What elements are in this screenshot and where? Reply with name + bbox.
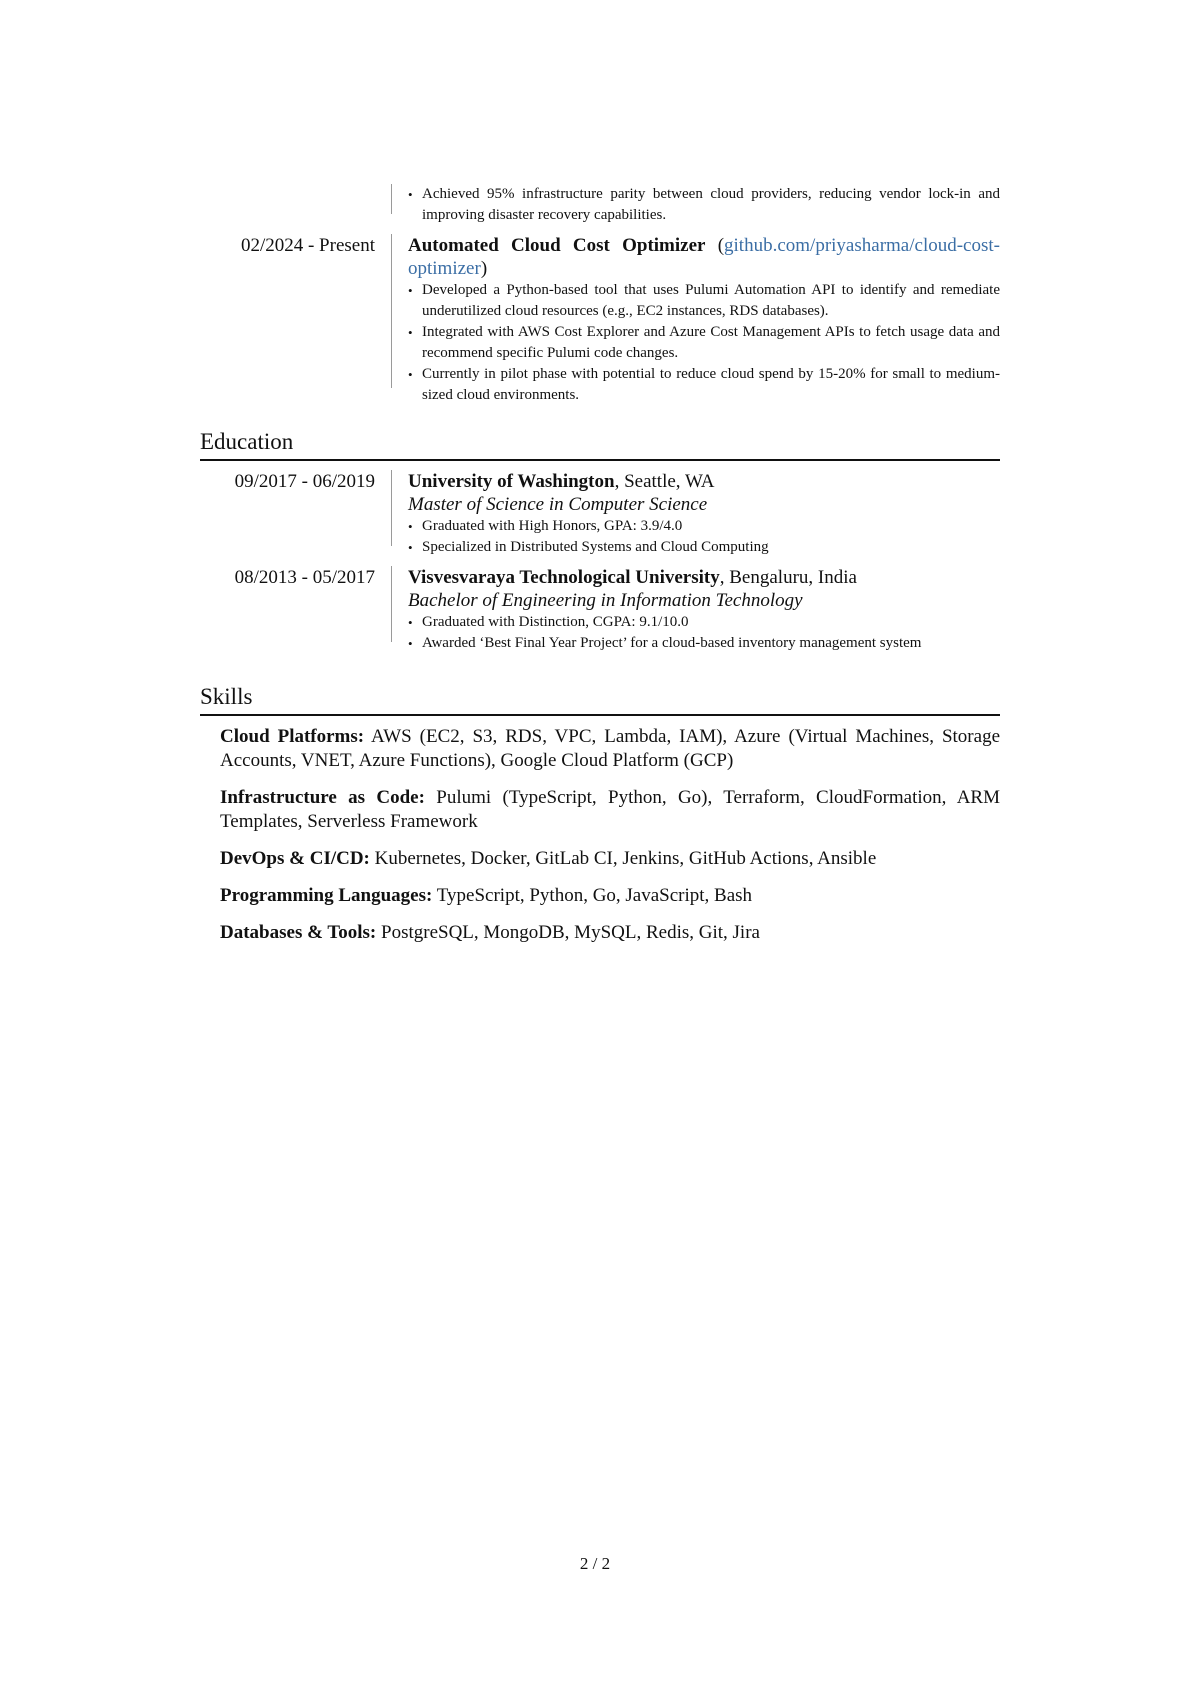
resume-page <box>200 0 1000 1683</box>
skill-row-databases-tools <box>220 921 1000 945</box>
skill-label: Infrastructure as Code: <box>220 787 425 808</box>
skill-row-programming-languages <box>220 884 1000 908</box>
entry-body <box>408 470 1000 558</box>
skill-value: Kubernetes, Docker, GitLab CI, Jenkins, GitHub Actions, Ansible <box>369 848 877 869</box>
entry-body <box>408 566 1000 654</box>
entry-date: 02/2024 - Present <box>240 235 375 256</box>
entry-body <box>408 184 1000 226</box>
timeline-rule <box>391 566 392 642</box>
bullet-icon: • <box>408 519 413 534</box>
bullet-item: • Awarded ‘Best Final Year Project’ for a cloud-based inventory management system <box>408 633 1000 654</box>
project-title: Automated Cloud Cost Optimizer <box>408 235 706 256</box>
skill-value: TypeScript, Python, Go, JavaScript, Bash <box>432 885 753 906</box>
skill-row-infrastructure-as-code <box>220 786 1000 834</box>
timeline-rule <box>391 184 392 214</box>
bullet-item: • Currently in pilot phase with potential to reduce cloud spend by 15-20% for small to medium-sized cloud environments. <box>408 366 1000 403</box>
institution-location: , Seattle, WA <box>614 471 715 492</box>
project-link[interactable]: github.com/priyasharma/cloud-cost-optimizer <box>408 235 1000 279</box>
link-close-paren: ) <box>480 258 488 279</box>
institution-name: Visvesvaraya Technological University <box>408 567 720 588</box>
bullet-item: • Graduated with High Honors, GPA: 3.9/4.0 <box>408 516 1000 537</box>
link-open-paren: ( <box>705 235 725 256</box>
bullet-list <box>408 184 1000 226</box>
skill-value: Pulumi (TypeScript, Python, Go), Terraform, CloudFormation, ARM Templates, Serverless Framework <box>220 787 1000 832</box>
skill-value: PostgreSQL, MongoDB, MySQL, Redis, Git, Jira <box>376 922 760 943</box>
skill-label: Databases & Tools: <box>220 922 377 943</box>
institution-name: University of Washington <box>408 471 615 492</box>
entry-date: 08/2013 - 05/2017 <box>234 567 375 588</box>
entry-date: 09/2017 - 06/2019 <box>234 471 375 492</box>
timeline-rule <box>391 234 392 388</box>
skill-row-cloud-platforms <box>220 725 1000 773</box>
bullet-item: • Graduated with Distinction, CGPA: 9.1/10.0 <box>408 612 1000 633</box>
bullet-icon: • <box>408 325 413 340</box>
bullet-icon: • <box>408 636 413 651</box>
bullet-item: • Specialized in Distributed Systems and Cloud Computing <box>408 537 1000 558</box>
bullet-item: • Achieved 95% infrastructure parity between cloud providers, reducing vendor lock-in and improving disaster recovery capabilities. <box>408 186 1000 223</box>
page-number: 2 / 2 <box>579 1554 611 1573</box>
bullet-icon: • <box>408 283 413 298</box>
bullet-item: • Developed a Python-based tool that uses Pulumi Automation API to identify and remediate underutilized cloud resources (e.g., EC2 instances, RDS databases). <box>408 282 1000 319</box>
bullet-list <box>408 280 1000 406</box>
skill-label: DevOps & CI/CD: <box>220 848 370 869</box>
bullet-list <box>408 516 1000 558</box>
skill-value: AWS (EC2, S3, RDS, VPC, Lambda, IAM), Azure (Virtual Machines, Storage Accounts, VNET, Azure Functions), Google Cloud Platform (GCP) <box>220 726 1000 771</box>
degree-title: Master of Science in Computer Science <box>408 494 708 515</box>
bullet-item: • Integrated with AWS Cost Explorer and Azure Cost Management APIs to fetch usage data and recommend specific Pulumi code changes. <box>408 324 1000 361</box>
timeline-rule <box>391 470 392 546</box>
degree-title: Bachelor of Engineering in Information Technology <box>408 590 803 611</box>
section-heading-education: Education <box>200 428 1000 461</box>
project-headline <box>408 234 1000 280</box>
bullet-icon: • <box>408 367 413 382</box>
institution-line <box>408 566 1000 589</box>
bullet-icon: • <box>408 615 413 630</box>
skills-list <box>220 725 1000 958</box>
bullet-icon: • <box>408 187 413 202</box>
skill-label: Cloud Platforms: <box>220 726 365 747</box>
skill-label: Programming Languages: <box>220 885 433 906</box>
entry-body <box>408 234 1000 406</box>
section-heading-skills: Skills <box>200 683 1000 716</box>
bullet-list <box>408 612 1000 654</box>
bullet-icon: • <box>408 540 413 555</box>
institution-line <box>408 470 1000 493</box>
institution-location: , Bengaluru, India <box>719 567 857 588</box>
skill-row-devops <box>220 847 1000 871</box>
